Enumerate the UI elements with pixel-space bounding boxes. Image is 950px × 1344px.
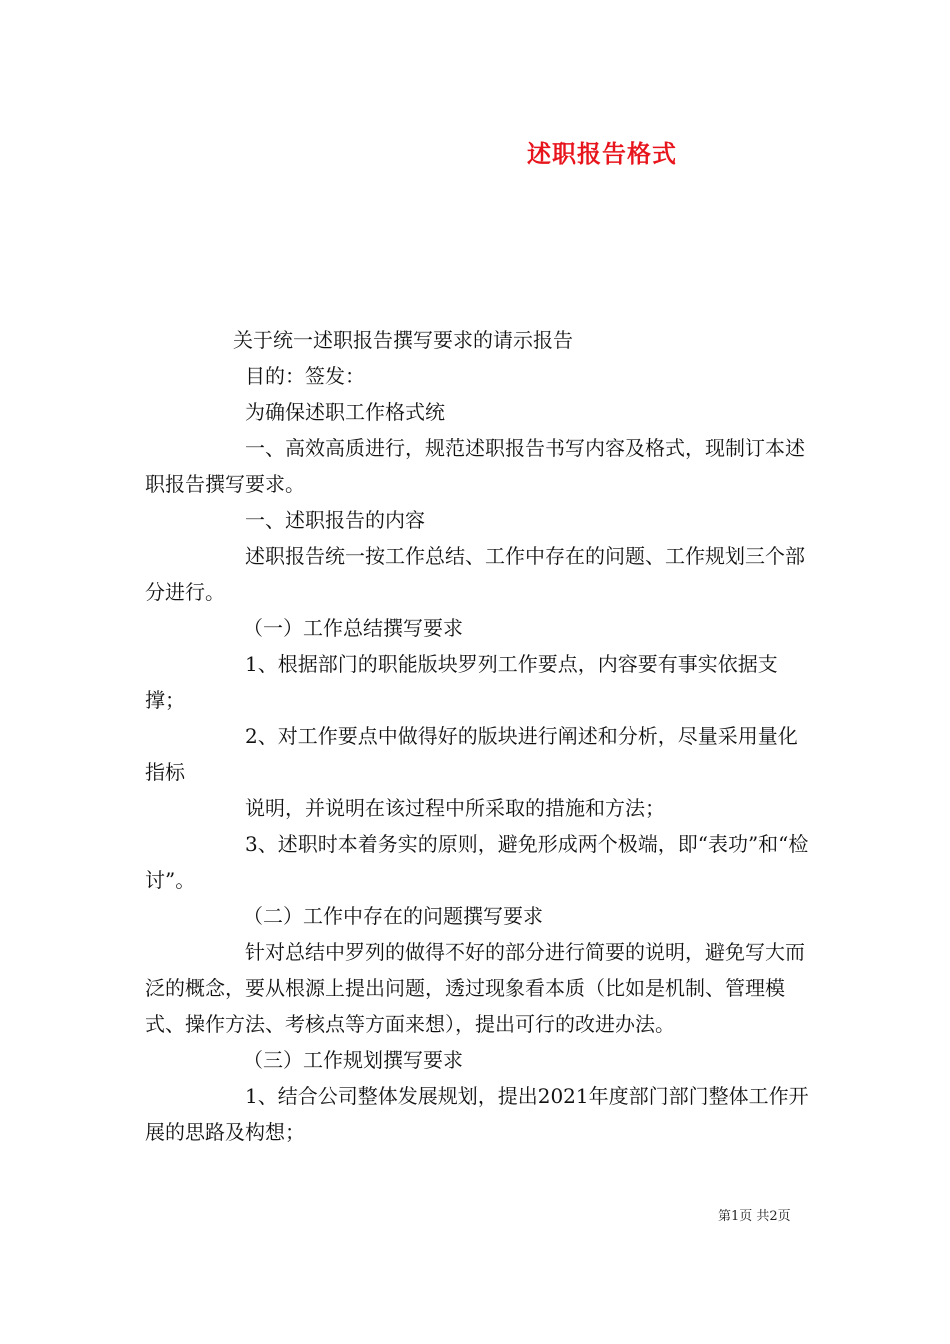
document-body <box>145 322 810 1150</box>
paragraph: 为确保述职工作格式统 <box>245 400 445 424</box>
paragraph: 一、高效高质进行，规范述职报告书写内容及格式，现制订本述职报告撰写要求。 <box>145 436 805 496</box>
subsection-heading: （三）工作规划撰写要求 <box>243 1048 463 1072</box>
paragraph: 说明，并说明在该过程中所采取的措施和方法； <box>245 796 665 820</box>
list-item: 3、述职时本着务实的原则，避免形成两个极端，即“表功”和“检讨”。 <box>145 832 809 892</box>
subsection-heading: （二）工作中存在的问题撰写要求 <box>243 904 543 928</box>
list-item: 1、结合公司整体发展规划，提出2021年度部门部门整体工作开展的思路及构想； <box>145 1084 809 1144</box>
paragraph: 目的：签发： <box>245 364 365 388</box>
document-title: 述职报告格式 <box>527 139 677 168</box>
section-heading: 一、述职报告的内容 <box>245 508 425 532</box>
list-item: 1、根据部门的职能版块罗列工作要点，内容要有事实依据支撑； <box>145 652 778 712</box>
paragraph: 述职报告统一按工作总结、工作中存在的问题、工作规划三个部分进行。 <box>145 544 805 604</box>
page-number: 第1页 共2页 <box>718 1209 791 1224</box>
list-item: 2、对工作要点中做得好的版块进行阐述和分析，尽量采用量化指标 <box>145 724 798 784</box>
paragraph: 针对总结中罗列的做得不好的部分进行简要的说明，避免写大而泛的概念，要从根源上提出问题，透过现象看本质（比如是机制、管理模式、操作方法、考核点等方面来想），提出可行的改进办法。 <box>145 940 805 1036</box>
paragraph: 关于统一述职报告撰写要求的请示报告 <box>233 328 573 352</box>
subsection-heading: （一）工作总结撰写要求 <box>243 616 463 640</box>
